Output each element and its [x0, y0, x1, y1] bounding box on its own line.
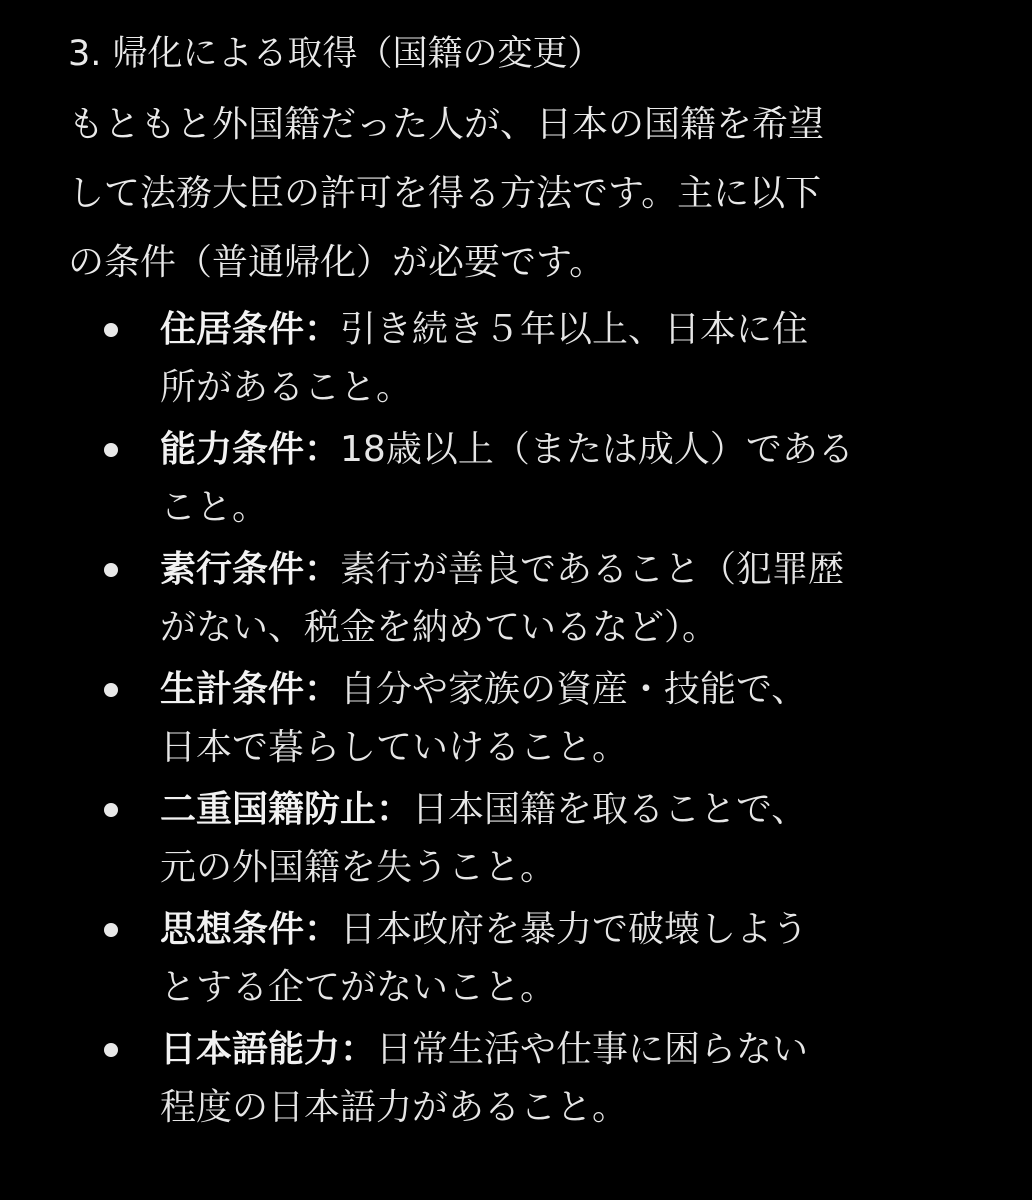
condition-text-continued: こと。	[160, 487, 269, 528]
condition-text-continued: がない、税金を納めているなど）。	[160, 607, 719, 648]
document-body	[68, 28, 968, 1137]
condition-text: 日常生活や仕事に困らない	[376, 1029, 809, 1070]
condition-item-residence	[68, 301, 968, 417]
intro-line: の条件（普通帰化）が必要です。	[68, 242, 606, 283]
condition-text: 素行が善良であること（犯罪歴	[340, 549, 845, 590]
condition-item-japanese-ability	[68, 1021, 968, 1137]
condition-text: 18歳以上（または成人）である	[340, 429, 854, 470]
condition-text-continued: 程度の日本語力があること。	[160, 1087, 629, 1128]
condition-text-continued: 所があること。	[160, 367, 413, 408]
bullet-icon	[104, 683, 118, 697]
condition-item-dual-nationality	[68, 781, 968, 897]
condition-item-capacity	[68, 421, 968, 537]
condition-text: 自分や家族の資産・技能で、	[340, 669, 808, 710]
bullet-icon	[104, 323, 118, 337]
section-heading: 3. 帰化による取得（国籍の変更）	[68, 34, 603, 74]
condition-item-livelihood	[68, 661, 968, 777]
condition-item-conduct	[68, 541, 968, 657]
condition-label: 住居条件：	[160, 309, 341, 350]
condition-item-ideology	[68, 901, 968, 1017]
condition-text-continued: とする企てがないこと。	[160, 967, 557, 1008]
condition-label: 思想条件：	[160, 909, 341, 950]
bullet-icon	[104, 563, 118, 577]
condition-text: 日本政府を暴力で破壊しよう	[340, 909, 809, 950]
condition-text: 引き続き５年以上、日本に住	[340, 309, 809, 350]
condition-label: 日本語能力：	[160, 1029, 377, 1070]
bullet-icon	[104, 1043, 118, 1057]
condition-label: 生計条件：	[160, 669, 341, 710]
bullet-icon	[104, 803, 118, 817]
conditions-list	[68, 301, 968, 1137]
intro-line: もともと外国籍だった人が、日本の国籍を希望	[68, 104, 825, 145]
bullet-icon	[104, 443, 118, 457]
intro-line: して法務大臣の許可を得る方法です。主に以下	[68, 173, 822, 214]
condition-label: 能力条件：	[160, 429, 341, 470]
condition-text: 日本国籍を取ることで、	[412, 789, 808, 830]
condition-text-continued: 日本で暮らしていけること。	[160, 727, 629, 768]
intro-paragraph	[68, 90, 968, 297]
condition-label: 二重国籍防止：	[160, 789, 413, 830]
condition-text-continued: 元の外国籍を失うこと。	[160, 847, 557, 888]
condition-label: 素行条件：	[160, 549, 341, 590]
bullet-icon	[104, 923, 118, 937]
